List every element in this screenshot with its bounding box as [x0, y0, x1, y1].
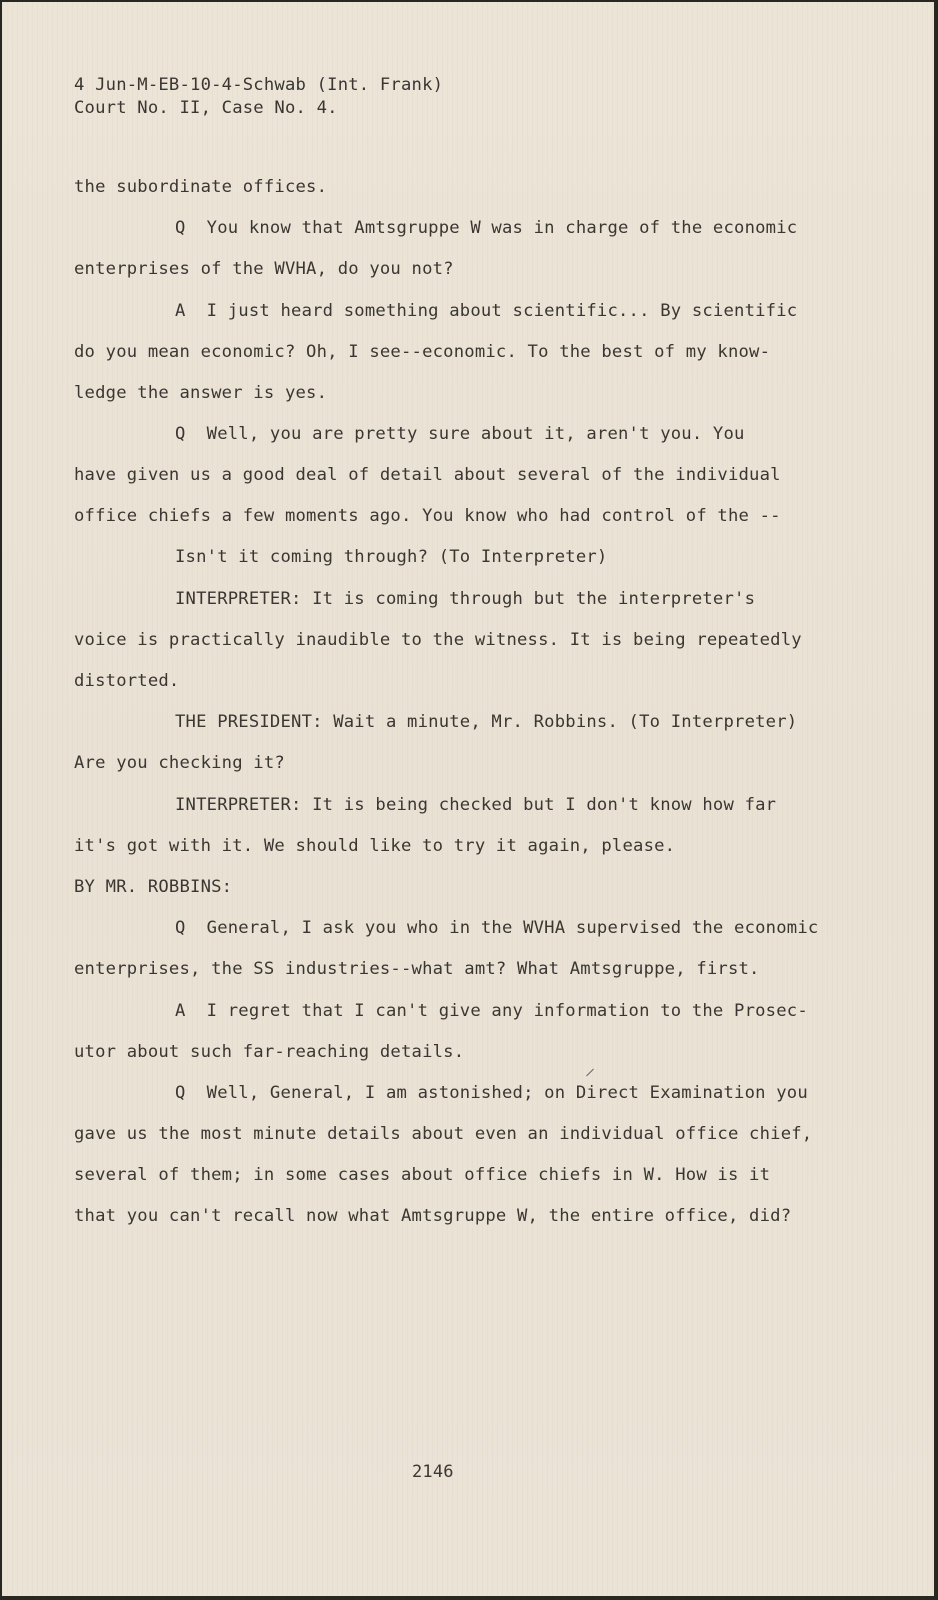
transcript-line: enterprises of the WVHA, do you not?	[74, 259, 454, 279]
transcript-line: Q Well, you are pretty sure about it, aren't you. You	[175, 424, 745, 444]
transcript-line: it's got with it. We should like to try it again, please.	[74, 836, 676, 856]
header-line-1: 4 Jun-M-EB-10-4-Schwab (Int. Frank)	[74, 75, 444, 95]
transcript-line: Q You know that Amtsgruppe W was in charge of the economic	[175, 218, 798, 238]
document-page	[2, 2, 934, 1596]
transcript-line: INTERPRETER: It is being checked but I don't know how far	[175, 795, 777, 815]
transcript-line: enterprises, the SS industries--what amt? What Amtsgruppe, first.	[74, 959, 760, 979]
transcript-line: gave us the most minute details about even an individual office chief,	[74, 1124, 813, 1144]
transcript-line: office chiefs a few moments ago. You know who had control of the --	[74, 506, 781, 526]
transcript-line: several of them; in some cases about office chiefs in W. How is it	[74, 1165, 771, 1185]
transcript-line: THE PRESIDENT: Wait a minute, Mr. Robbins. (To Interpreter)	[175, 712, 798, 732]
transcript-line: A I just heard something about scientific... By scientific	[175, 301, 798, 321]
transcript-line: Q General, I ask you who in the WVHA supervised the economic	[175, 918, 819, 938]
header-line-2: Court No. II, Case No. 4.	[74, 98, 338, 118]
transcript-line: the subordinate offices.	[74, 177, 328, 197]
transcript-line: A I regret that I can't give any information to the Prosec-	[175, 1001, 808, 1021]
pen-mark	[586, 1069, 594, 1077]
transcript-line: INTERPRETER: It is coming through but the interpreter's	[175, 589, 756, 609]
transcript-line: that you can't recall now what Amtsgruppe W, the entire office, did?	[74, 1206, 792, 1226]
page-number: 2146	[412, 1462, 454, 1482]
transcript-line: ledge the answer is yes.	[74, 383, 328, 403]
transcript-line: Q Well, General, I am astonished; on Direct Examination you	[175, 1083, 808, 1103]
transcript-line: utor about such far-reaching details.	[74, 1042, 465, 1062]
transcript-line: do you mean economic? Oh, I see--economic. To the best of my know-	[74, 342, 771, 362]
transcript-line: Are you checking it?	[74, 753, 285, 773]
transcript-line: Isn't it coming through? (To Interpreter)	[175, 547, 608, 567]
transcript-line: distorted.	[74, 671, 180, 691]
transcript-header	[74, 74, 443, 120]
transcript-line: voice is practically inaudible to the witness. It is being repeatedly	[74, 630, 802, 650]
transcript-line: BY MR. ROBBINS:	[74, 877, 233, 897]
transcript-line: have given us a good deal of detail about several of the individual	[74, 465, 781, 485]
